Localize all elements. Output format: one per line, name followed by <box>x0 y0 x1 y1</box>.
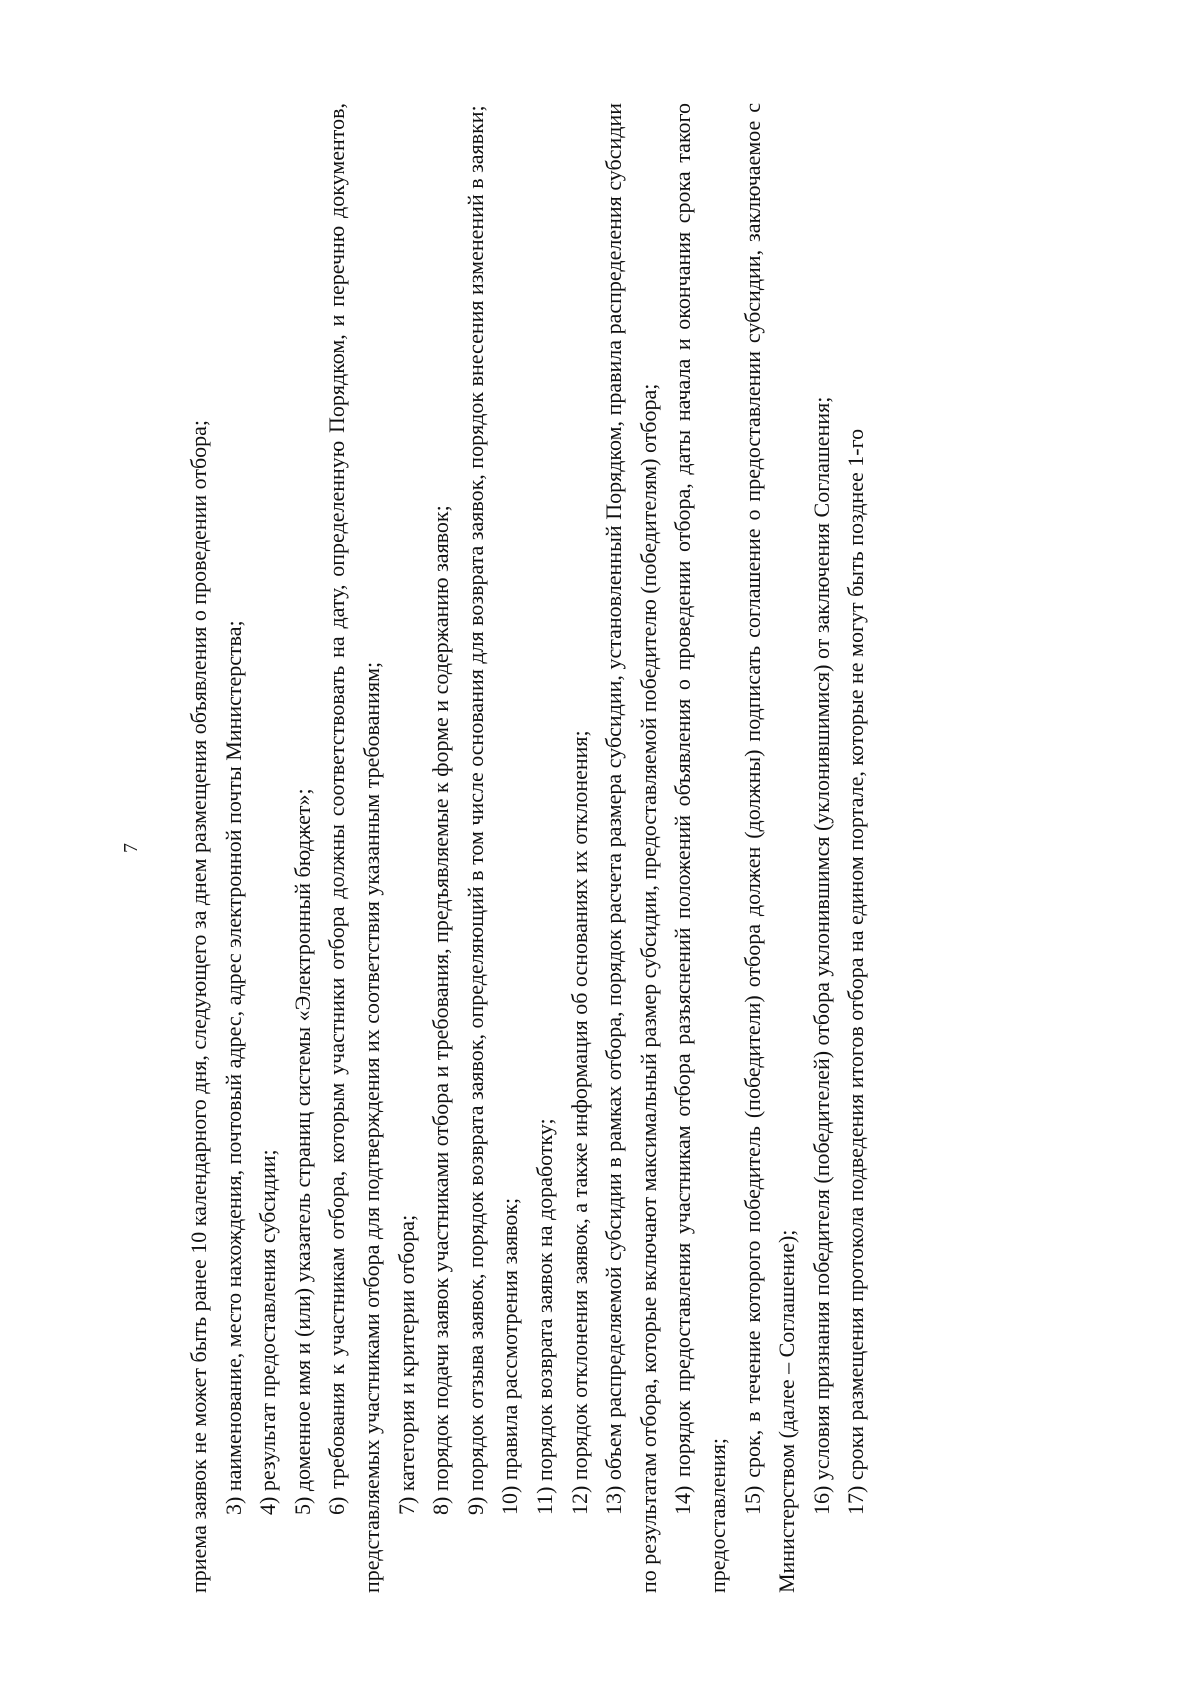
list-item: 10) правила рассмотрения заявок; <box>497 1197 523 1515</box>
list-item: 8) порядок подачи заявок участниками отбора и требования, предъявляемые к форме и содержанию заявок; <box>428 505 454 1515</box>
list-item: 6) требования к участникам отбора, которым участники отбора должны соответствовать на дату, определенную Порядком, и перечню документов, представляемых участниками отбора для подтверждения их соответствия указанным требованиям; <box>324 103 384 1593</box>
document-body <box>182 103 874 1593</box>
list-item: 16) условия признания победителя (победителей) отбора уклонившимся (уклонившимися) от заключения Соглашения; <box>808 396 834 1515</box>
page-number: 7 <box>120 843 142 853</box>
list-item: 14) порядок предоставления участникам отбора разъяснений положений объявления о проведении отбора, даты начала и окончания срока такого предоставления; <box>670 103 730 1593</box>
rotated-text-block <box>120 103 1080 1593</box>
list-item: 5) доменное имя и (или) указатель страниц системы «Электронный бюджет»; <box>289 788 315 1515</box>
list-item: 13) объем распределяемой субсидии в рамках отбора, порядок расчета размера субсидии, установленный Порядком, правила распределения субсидии по результатам отбора, которые включают максимальный размер субсидии, предоставляемой победителю (победителям) отбора; <box>601 103 661 1593</box>
list-item: 15) срок, в течение которого победитель (победители) отбора должен (должны) подписать соглашение о предоставлении субсидии, заключаемое с Министерством (далее – Соглашение); <box>739 103 800 1593</box>
list-item: 4) результат предоставления субсидии; <box>255 1149 281 1515</box>
list-item: 9) порядок отзыва заявок, порядок возврата заявок, определяющий в том числе основания для возврата заявок, порядок внесения изменений в заявки; <box>462 105 488 1515</box>
list-item: 11) порядок возврата заявок на доработку; <box>531 1118 557 1515</box>
list-item: 3) наименование, место нахождения, почтовый адрес, адрес электронной почты Министерства; <box>220 620 246 1515</box>
list-item: 7) категория и критерии отбора; <box>393 1214 419 1515</box>
list-item: 17) сроки размещения протокола подведения итогов отбора на едином портале, которые не могут быть позднее 1-го <box>843 428 869 1515</box>
list-item: 12) порядок отклонения заявок, а также информация об основаниях их отклонения; <box>566 730 592 1515</box>
paragraph: приема заявок не может быть ранее 10 календарного дня, следующего за днем размещения объявления о проведении отбора; <box>186 419 211 1593</box>
